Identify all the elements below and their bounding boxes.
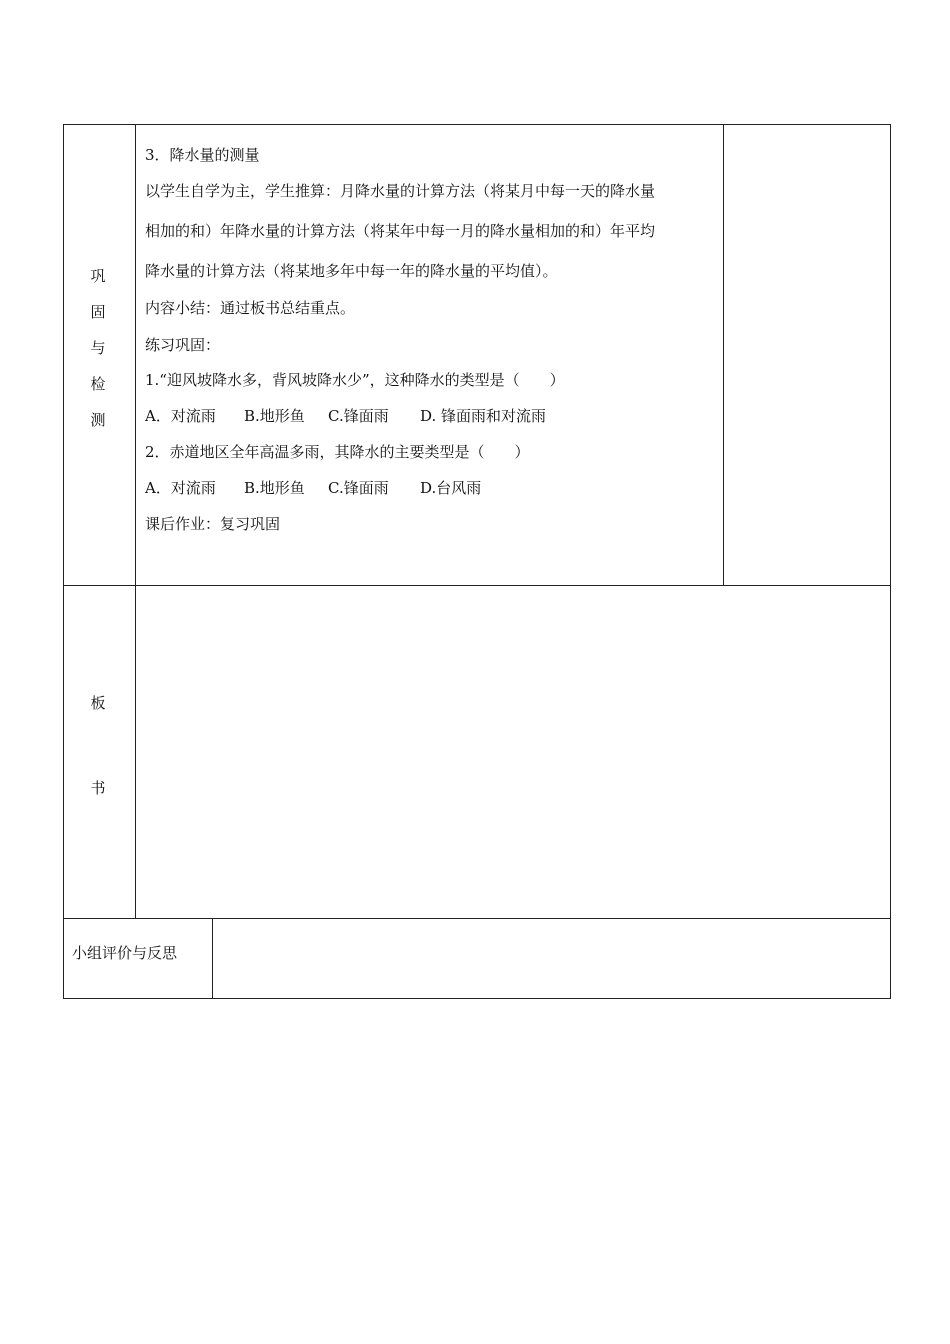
option-c: C.锋面雨 xyxy=(328,407,389,425)
evaluation-content-cell xyxy=(213,919,890,998)
consolidation-label-char: 与 xyxy=(90,339,106,357)
option-b: B.地形鱼 xyxy=(244,479,305,497)
option-d: D.台风雨 xyxy=(420,479,482,497)
question-1: 1.“迎风坡降水多，背风坡降水少”，这种降水的类型是（ ） xyxy=(145,371,565,389)
consolidation-label-char: 巩 xyxy=(90,267,106,285)
evaluation-label: 小组评价与反思 xyxy=(72,944,178,962)
homework-line: 课后作业：复习巩固 xyxy=(145,515,281,533)
consolidation-label-char: 检 xyxy=(90,375,106,393)
board-label-char: 书 xyxy=(90,779,106,797)
consolidation-label-char: 固 xyxy=(90,303,106,321)
table-border-left xyxy=(63,124,64,999)
option-c: C.锋面雨 xyxy=(328,479,389,497)
option-a: A．对流雨 xyxy=(145,407,216,425)
board-content-cell xyxy=(136,586,890,918)
option-d: D. 锋面雨和对流雨 xyxy=(420,407,547,425)
summary-line: 内容小结：通过板书总结重点。 xyxy=(145,299,356,317)
paragraph-line: 以学生自学为主，学生推算：月降水量的计算方法（将某月中每一天的降水量 xyxy=(145,182,656,200)
table-border-right xyxy=(890,124,891,999)
paragraph-line: 降水量的计算方法（将某地多年中每一年的降水量的平均值）。 xyxy=(145,262,558,280)
table-border-bottom xyxy=(63,998,891,999)
practice-heading: 练习巩固： xyxy=(145,336,221,354)
option-a: A．对流雨 xyxy=(145,479,216,497)
section-heading: 3．降水量的测量 xyxy=(145,146,260,164)
consolidation-label-char: 测 xyxy=(90,411,106,429)
board-label-char: 板 xyxy=(90,694,106,712)
question-2: 2．赤道地区全年高温多雨，其降水的主要类型是（ ） xyxy=(145,443,530,461)
consolidation-notes-cell xyxy=(724,125,890,585)
paragraph-line: 相加的和）年降水量的计算方法（将某年中每一月的降水量相加的和）年平均 xyxy=(145,222,656,240)
option-b: B.地形鱼 xyxy=(244,407,305,425)
